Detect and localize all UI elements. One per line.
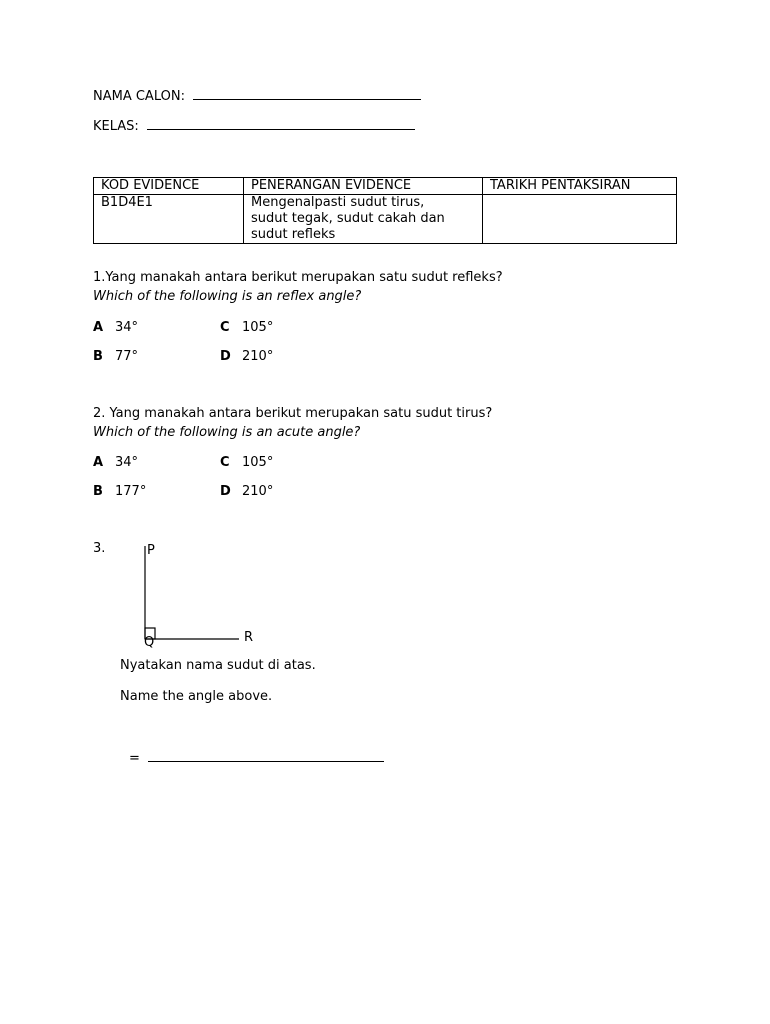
q2-option-b[interactable] [93,484,146,499]
q3-english: Name the angle above. [120,689,273,704]
point-r-label: R [244,630,254,645]
class-row [93,117,415,134]
q1-option-c[interactable] [220,320,273,335]
header-penerangan-evidence: PENERANGAN EVIDENCE [244,178,483,195]
header-kod-evidence: KOD EVIDENCE [94,178,244,195]
q2-option-c[interactable] [220,455,273,470]
q1-option-d[interactable] [220,349,273,364]
option-value: 77° [115,349,139,364]
evidence-date[interactable] [483,195,677,244]
table-row [94,195,677,244]
option-value: 105° [242,455,274,470]
q2-malay: 2. Yang manakah antara berikut merupakan satu sudut tirus? [93,406,493,421]
evidence-table-header [94,178,677,195]
option-value: 177° [115,484,147,499]
evidence-description [244,195,483,244]
q2-option-d[interactable] [220,484,273,499]
option-value: 34° [115,320,139,335]
q2-option-a[interactable] [93,455,138,470]
candidate-name-blank[interactable] [193,87,421,100]
class-blank[interactable] [147,117,415,130]
option-letter: D [220,349,231,364]
candidate-name-row [93,87,421,104]
q3-answer-blank[interactable] [148,749,384,762]
q2-english: Which of the following is an acute angle? [93,425,361,440]
q3-answer-row [129,749,384,766]
option-value: 210° [242,349,274,364]
option-letter: D [220,484,231,499]
option-letter: B [93,349,103,364]
q1-malay: 1.Yang manakah antara berikut merupakan satu sudut refleks? [93,270,503,285]
right-angle-diagram [130,540,270,650]
candidate-name-label: NAMA CALON: [93,89,185,104]
class-label: KELAS: [93,119,139,134]
option-value: 105° [242,320,274,335]
q1-option-a[interactable] [93,320,138,335]
header-tarikh-pentaksiran: TARIKH PENTAKSIRAN [483,178,677,195]
evidence-table [93,177,677,244]
option-letter: C [220,320,230,335]
option-value: 210° [242,484,274,499]
point-q-label: Q [144,635,155,650]
point-p-label: P [147,543,155,558]
q3-malay: Nyatakan nama sudut di atas. [120,658,316,673]
option-letter: B [93,484,103,499]
option-letter: A [93,320,104,335]
description-line: sudut tegak, sudut cakah dan [251,211,445,226]
q1-option-b[interactable] [93,349,138,364]
description-line: Mengenalpasti sudut tirus, [251,195,425,210]
q3-number: 3. [93,541,106,556]
option-value: 34° [115,455,139,470]
option-letter: C [220,455,230,470]
description-line: sudut refleks [251,227,336,242]
answer-equals: = [129,751,140,766]
q1-english: Which of the following is an reflex angle? [93,289,362,304]
option-letter: A [93,455,104,470]
evidence-code: B1D4E1 [94,195,244,244]
